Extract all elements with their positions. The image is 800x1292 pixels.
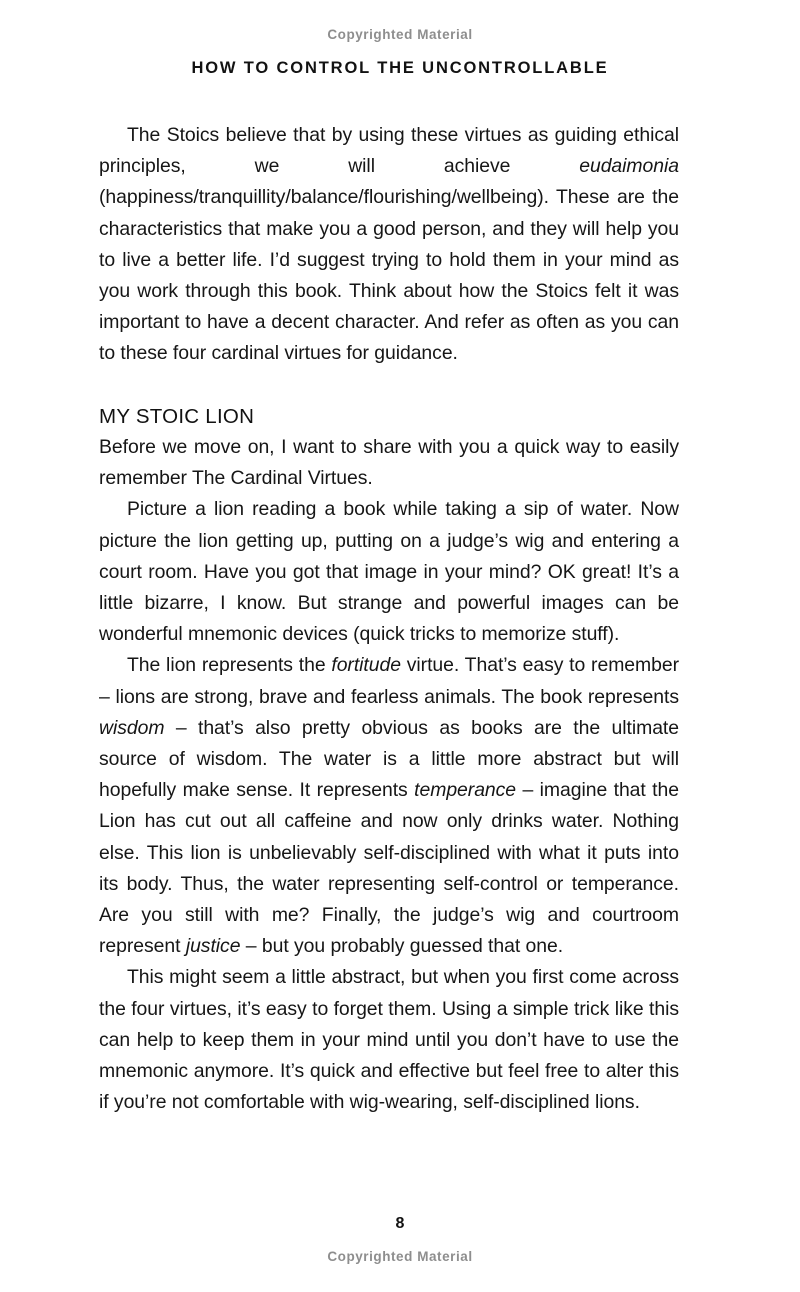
paragraph-lion-represents [99, 650, 679, 962]
paragraph-before-we-move-on: Before we move on, I want to share with you a quick way to easily remember The Cardinal Virtues. [99, 436, 679, 490]
paragraph-this-might-seem: This might seem a little abstract, but when you first come across the four virtues, it’s easy to forget them. Using a simple trick like this can help to keep them in your mind until you don’t have to use the mnemonic anymore. It’s quick and effective but feel free to alter this if you’re not comfortable with wig-wearing, self-disciplined lions. [99, 966, 679, 1114]
paragraph-4-text-part-1: The lion represents the [127, 654, 332, 677]
italic-term-temperance: temperance [414, 779, 517, 802]
paragraph-gap [99, 370, 679, 401]
paragraph-4-text-part-3: – that’s also pretty obvious as books are the ultimate source of wisdom. The water is a little more abstract but will hopefully make sense. It represents [99, 716, 679, 802]
copyright-watermark-bottom: Copyrighted Material [327, 1249, 473, 1264]
paragraph-4-text-part-2: virtue. That’s easy to remember – lions are strong, brave and fearless animals. The book represents [99, 654, 680, 708]
italic-term-justice: justice [185, 935, 241, 958]
page-number: 8 [395, 1215, 405, 1232]
paragraph-1-text-part-2: (happiness/tranquillity/balance/flourishing/wellbeing). These are the characteristics that make you a good person, and they will help you to live a better life. I’d suggest trying to hold them in your mind as you work through this book. Think about how the Stoics felt it was important to have a decent character. And refer as often as you can to these four cardinal virtues for guidance. [99, 186, 679, 365]
running-head-chapter-title: HOW TO CONTROL THE UNCONTROLLABLE [191, 59, 609, 77]
italic-term-eudaimonia: eudaimonia [579, 155, 679, 178]
copyright-watermark-top: Copyrighted Material [327, 27, 473, 42]
paragraph-4-text-part-4: – imagine that the Lion has cut out all caffeine and now only drinks water. Nothing else. This lion is unbelievably self-disciplined with what it puts into its body. Thus, the water representing self-control or temperance. Are you still with me? Finally, the judge’s wig and courtroom represent [99, 779, 679, 958]
paragraph-1-text-part-1: The Stoics believe that by using these virtues as guiding ethical principles, we will achieve [99, 124, 679, 178]
paragraph-4-text-part-5: – but you probably guessed that one. [240, 935, 564, 958]
section-heading-my-stoic-lion: MY STOIC LION [99, 404, 255, 428]
paragraph-picture-a-lion: Picture a lion reading a book while taking a sip of water. Now picture the lion getting up, putting on a judge’s wig and entering a court room. Have you got that image in your mind? OK great! It’s a little bizarre, I know. But strange and powerful images can be wonderful mnemonic devices (quick tricks to memorize stuff). [99, 498, 679, 646]
body-text-column [99, 120, 679, 1118]
italic-term-fortitude: fortitude [331, 654, 401, 677]
italic-term-wisdom: wisdom [99, 716, 165, 739]
paragraph-stoics-virtues [99, 120, 679, 370]
